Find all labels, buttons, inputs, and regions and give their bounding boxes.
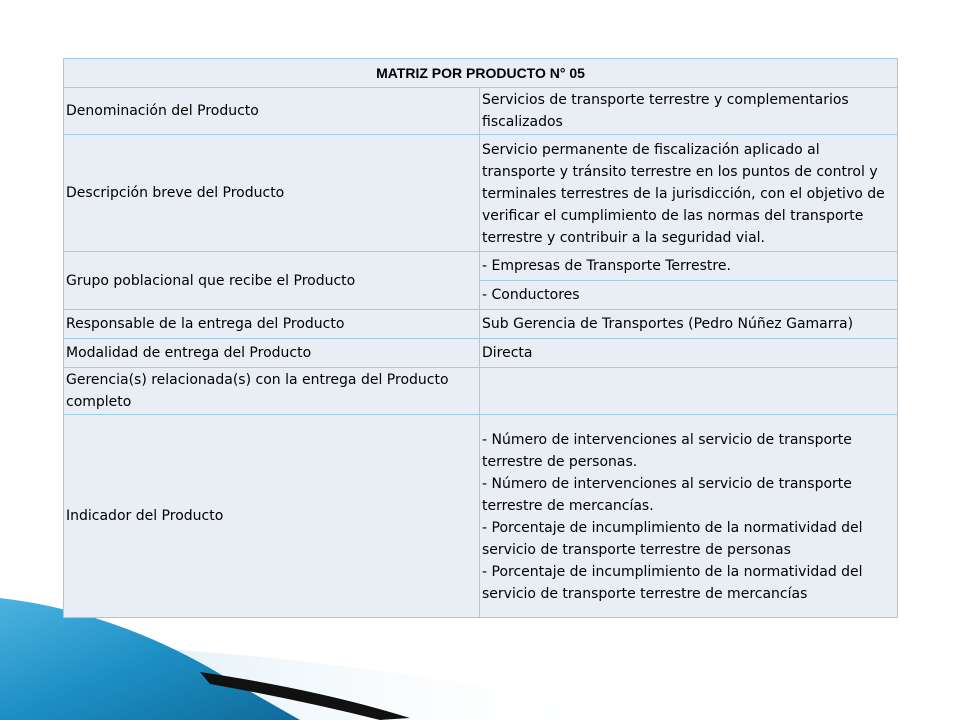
- value-descripcion: Servicio permanente de fiscalización aplicado al transporte y tránsito terrestre en los puntos de control y terminales terrestres de la jurisdicción, con el objetivo de verificar el cumplimiento de las normas del transporte terrestre y contribuir a la seguridad vial.: [480, 135, 898, 252]
- value-grupo-2: - Conductores: [480, 281, 898, 310]
- row-grupo-1: [64, 252, 898, 281]
- row-responsable: [64, 310, 898, 339]
- title-row: [64, 59, 898, 88]
- value-indicador: [480, 415, 898, 618]
- value-grupo-1: - Empresas de Transporte Terrestre.: [480, 252, 898, 281]
- label-gerencias: Gerencia(s) relacionada(s) con la entrega del Producto completo: [64, 368, 480, 415]
- label-denominacion: Denominación del Producto: [64, 88, 480, 135]
- row-modalidad: [64, 339, 898, 368]
- indicador-item: - Porcentaje de incumplimiento de la normatividad del servicio de transporte terrestre de personas: [482, 520, 863, 558]
- row-indicador: [64, 415, 898, 618]
- value-gerencias: [480, 368, 898, 415]
- indicador-item: - Número de intervenciones al servicio de transporte terrestre de mercancías.: [482, 476, 852, 514]
- row-gerencias: [64, 368, 898, 415]
- label-responsable: Responsable de la entrega del Producto: [64, 310, 480, 339]
- label-grupo: Grupo poblacional que recibe el Producto: [64, 252, 480, 310]
- label-indicador: Indicador del Producto: [64, 415, 480, 618]
- product-matrix-table: [63, 58, 898, 618]
- row-denominacion: [64, 88, 898, 135]
- label-modalidad: Modalidad de entrega del Producto: [64, 339, 480, 368]
- indicador-item: - Número de intervenciones al servicio de transporte terrestre de personas.: [482, 432, 852, 470]
- row-descripcion: [64, 135, 898, 252]
- value-responsable: Sub Gerencia de Transportes (Pedro Núñez Gamarra): [480, 310, 898, 339]
- value-modalidad: Directa: [480, 339, 898, 368]
- matrix-title: MATRIZ POR PRODUCTO N° 05: [64, 59, 898, 88]
- value-denominacion: Servicios de transporte terrestre y complementarios fiscalizados: [480, 88, 898, 135]
- label-descripcion: Descripción breve del Producto: [64, 135, 480, 252]
- indicador-item: - Porcentaje de incumplimiento de la normatividad del servicio de transporte terrestre de mercancías: [482, 564, 863, 602]
